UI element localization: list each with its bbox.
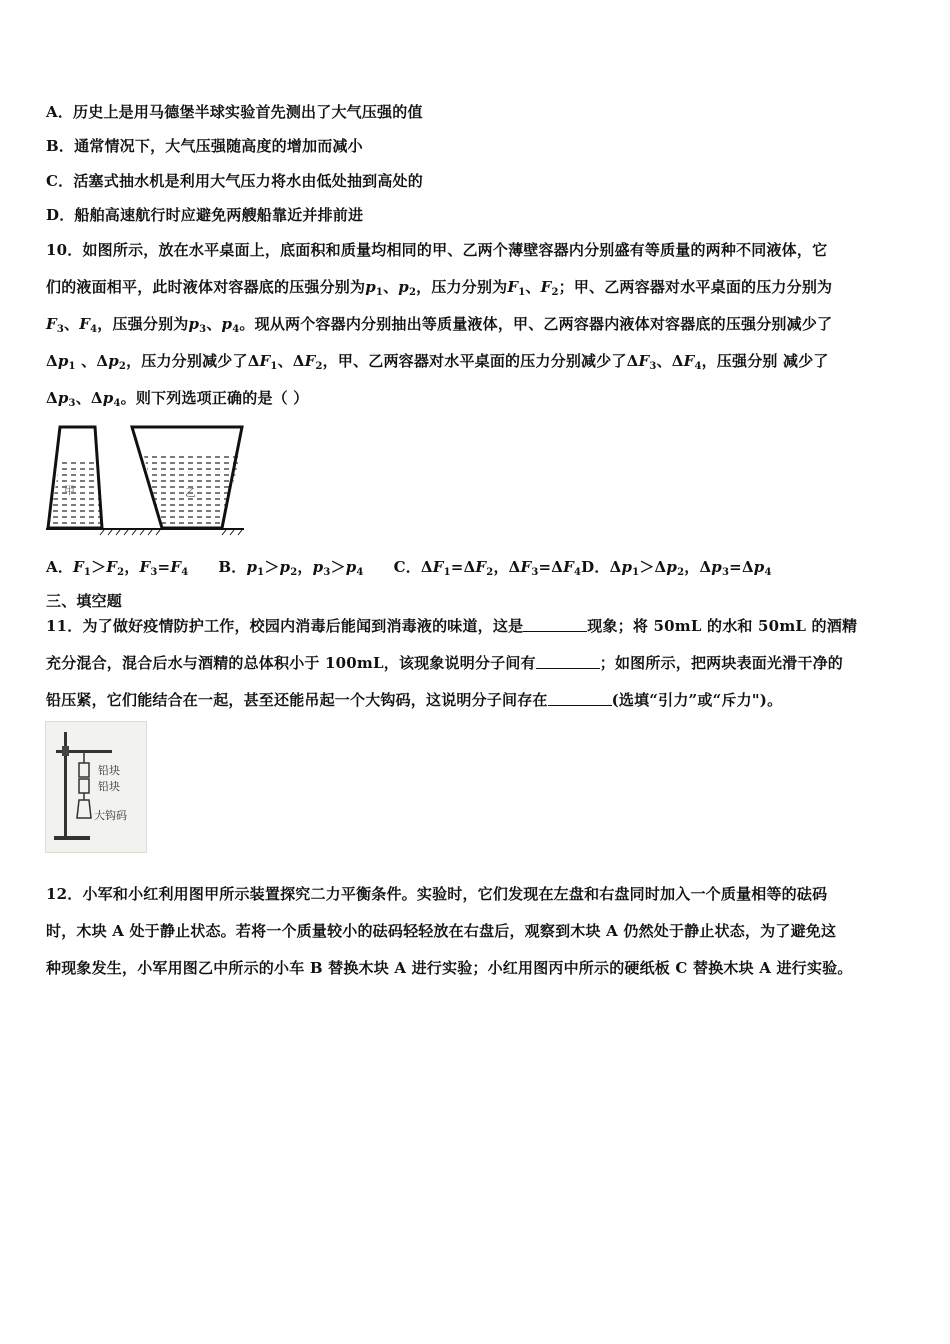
q12-line-2: 时，木块 A 处于静止状态。若将一个质量较小的砝码轻轻放在右盘后，观察到木块 A 仍然处于静止状态，为了避免这 (46, 922, 837, 940)
q10-line-5: $\Delta p_3$、$\Delta p_4$。则下列选项正确的是（ ） (46, 389, 309, 409)
left-container-label: 甲 (64, 484, 75, 497)
q10-line-4: $\Delta p_1$ 、$\Delta p_2$，压力分别减少了$\Delta F_1$、$\Delta F_2$，甲、乙两容器对水平桌面的压力分别减少了$\Delta F_3$、$\Delta F_4$，压强分别 减少了 (46, 352, 829, 372)
blank-1 (523, 617, 587, 632)
photo-label-lead-2: 铅块 (98, 780, 120, 793)
q10-option-c: C．$\Delta F_1=\Delta F_2$，$\Delta F_3=\Delta F_4$ (393, 558, 582, 578)
q9-option-b: B．通常情况下，大气压强随高度的增加而减小 (46, 137, 363, 155)
q12-line-3: 种现象发生，小军用图乙中所示的小车 B 替换木块 A 进行实验；小红用图丙中所示的硬纸板 C 替换木块 A 进行实验。 (46, 959, 853, 977)
q10-line-2: 们的液面相平，此时液体对容器底的压强分别为$p_1$、$p_2$，压力分别为$F_1$、$F_2$；甲、乙两容器对水平桌面的压力分别为 (46, 278, 833, 298)
q9-option-a: A．历史上是用马德堡半球实验首先测出了大气压强的值 (46, 103, 423, 121)
q9-option-c: C．活塞式抽水机是利用大气压力将水由低处抽到高处的 (46, 172, 423, 190)
blank-2 (536, 654, 600, 669)
q11-line-3: 铅压紧，它们能结合在一起，甚至还能吊起一个大钩码，这说明分子间存在 (选填“引力”或“斥力")。 (46, 691, 783, 709)
q10-options (46, 557, 772, 577)
section-title: 三、填空题 (46, 592, 123, 610)
q12-line-1: 12．小军和小红利用图甲所示装置探究二力平衡条件。实验时，它们发现在左盘和右盘同时加入一个质量相等的砝码 (46, 885, 828, 903)
containers-figure (44, 424, 249, 536)
q10-line-3: $F_3$、$F_4$，压强分别为$p_3$、$p_4$。现从两个容器内分别抽出等质量液体，甲、乙两容器内液体对容器底的压强分别减少了 (46, 315, 833, 335)
blank-3 (548, 691, 612, 706)
q10-option-d: D．$\Delta p_1>\Delta p_2$，$\Delta p_3=\Delta p_4$ (581, 558, 772, 578)
q9-option-d: D．船舶高速航行时应避免两艘船靠近并排前进 (46, 206, 364, 224)
q10-line-1: 10．如图所示，放在水平桌面上，底面积和质量均相同的甲、乙两个薄壁容器内分别盛有等质量的两种不同液体，它 (46, 241, 828, 259)
photo-label-weight: 大钩码 (94, 809, 127, 822)
lead-blocks-photo (45, 721, 147, 853)
right-container-label: 乙 (185, 486, 196, 499)
q11-line-1: 11．为了做好疫情防护工作，校园内消毒后能闻到消毒液的味道，这是 现象；将 50mL 的水和 50mL 的酒精 (46, 617, 858, 635)
photo-label-lead-1: 铅块 (98, 764, 120, 777)
q10-option-a: A．$F_1>F_2$，$F_3=F_4$ (46, 558, 189, 578)
q10-option-b: B．$p_1>p_2$，$p_3>p_4$ (218, 558, 364, 578)
q11-line-2: 充分混合，混合后水与酒精的总体积小于 100mL，该现象说明分子间有 ；如图所示，把两块表面光滑干净的 (46, 654, 843, 672)
